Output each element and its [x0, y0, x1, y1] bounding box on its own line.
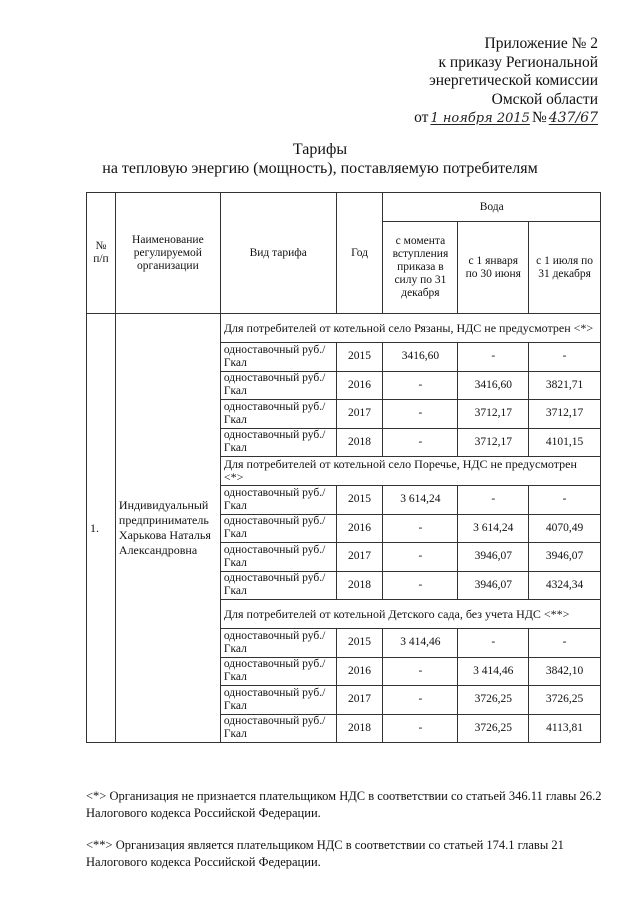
col-header-org: Наименование регулируемой организации: [115, 193, 220, 314]
period-3-value: 3821,71: [529, 371, 601, 400]
title-line-2: на тепловую энергию (мощность), поставляемую потребителям: [102, 160, 538, 177]
period-3-value: -: [529, 486, 601, 515]
period-3-value: 3946,07: [529, 543, 601, 572]
period-3-value: 4113,81: [529, 714, 601, 743]
tariff-type-cell: одноставочный руб./Гкал: [220, 657, 336, 686]
handwritten-date: 1 ноября 2015: [430, 111, 530, 126]
period-1-value: -: [383, 686, 458, 715]
tariff-type-cell: одноставочный руб./Гкал: [220, 371, 336, 400]
period-2-value: 3946,07: [458, 543, 529, 572]
tariff-type-cell: одноставочный руб./Гкал: [220, 629, 336, 658]
year-cell: 2017: [336, 400, 383, 429]
period-2-value: 3712,17: [458, 400, 529, 429]
period-2-value: 3 614,24: [458, 514, 529, 543]
consumer-group-title: Для потребителей от котельной село Поречье, НДС не предусмотрен <*>: [220, 457, 600, 486]
period-1-value: -: [383, 657, 458, 686]
consumer-group-row: [87, 314, 601, 343]
period-2-value: 3946,07: [458, 571, 529, 600]
period-3-value: 3726,25: [529, 686, 601, 715]
tariff-type-cell: одноставочный руб./Гкал: [220, 686, 336, 715]
tariff-type-cell: одноставочный руб./Гкал: [220, 343, 336, 372]
commission-name: энергетической комиссии: [429, 72, 598, 89]
tariff-type-cell: одноставочный руб./Гкал: [220, 486, 336, 515]
period-3-value: 3842,10: [529, 657, 601, 686]
period-3-value: 4324,34: [529, 571, 601, 600]
period-1-value: -: [383, 400, 458, 429]
consumer-group-title: Для потребителей от котельной село Рязаны, НДС не предусмотрен <*>: [220, 314, 600, 343]
tariff-type-cell: одноставочный руб./Гкал: [220, 714, 336, 743]
region-name: Омской области: [491, 90, 598, 108]
tariff-type-cell: одноставочный руб./Гкал: [220, 400, 336, 429]
period-1-value: 3416,60: [383, 343, 458, 372]
header-row-1: [87, 193, 601, 222]
title-line-1: Тарифы: [292, 141, 348, 158]
col-header-num: № п/п: [87, 193, 116, 314]
col-header-period-3: с 1 июля по 31 декабря: [529, 222, 601, 314]
order-reference: к приказу Региональной: [438, 53, 598, 71]
document-title: [0, 140, 640, 178]
footnote-vat-payer: <**> Организация является плательщиком НДС в соответствии со статьей 174.1 главы 21 Налогового кодекса Российской Федерации.: [86, 838, 564, 869]
col-header-type: Вид тарифа: [220, 193, 336, 314]
organization-name: Индивидуальный предприниматель Харькова Наталья Александровна: [115, 314, 220, 743]
col-header-period-2: с 1 января по 30 июня: [458, 222, 529, 314]
period-1-value: -: [383, 514, 458, 543]
period-2-value: 3416,60: [458, 371, 529, 400]
period-2-value: 3726,25: [458, 714, 529, 743]
year-cell: 2018: [336, 428, 383, 457]
tariff-table: [86, 192, 601, 743]
year-cell: 2017: [336, 543, 383, 572]
period-2-value: 3726,25: [458, 686, 529, 715]
appendix-header: [414, 35, 598, 129]
period-2-value: 3 414,46: [458, 657, 529, 686]
period-1-value: -: [383, 543, 458, 572]
row-number: 1.: [87, 314, 116, 743]
period-1-value: -: [383, 571, 458, 600]
period-2-value: -: [458, 629, 529, 658]
period-1-value: -: [383, 714, 458, 743]
period-3-value: -: [529, 343, 601, 372]
col-header-year: Год: [336, 193, 383, 314]
year-cell: 2016: [336, 371, 383, 400]
period-1-value: 3 414,46: [383, 629, 458, 658]
appendix-label: Приложение № 2: [484, 35, 598, 52]
year-cell: 2016: [336, 657, 383, 686]
period-2-value: -: [458, 343, 529, 372]
year-cell: 2018: [336, 714, 383, 743]
period-1-value: -: [383, 428, 458, 457]
year-cell: 2017: [336, 686, 383, 715]
col-header-water: Вода: [383, 193, 601, 222]
tariff-type-cell: одноставочный руб./Гкал: [220, 428, 336, 457]
period-3-value: 4070,49: [529, 514, 601, 543]
year-cell: 2015: [336, 486, 383, 515]
year-cell: 2015: [336, 629, 383, 658]
order-date-line: [414, 109, 598, 129]
year-cell: 2016: [336, 514, 383, 543]
tariff-type-cell: одноставочный руб./Гкал: [220, 543, 336, 572]
period-2-value: -: [458, 486, 529, 515]
period-3-value: 3712,17: [529, 400, 601, 429]
period-1-value: 3 614,24: [383, 486, 458, 515]
footnotes: [86, 788, 606, 886]
handwritten-order-number: 437/67: [548, 110, 598, 126]
year-cell: 2018: [336, 571, 383, 600]
tariff-type-cell: одноставочный руб./Гкал: [220, 514, 336, 543]
period-1-value: -: [383, 371, 458, 400]
col-header-period-1: с момента вступления приказа в силу по 31 декабря: [383, 222, 458, 314]
period-3-value: -: [529, 629, 601, 658]
date-prefix: от: [414, 109, 429, 126]
period-2-value: 3712,17: [458, 428, 529, 457]
number-prefix: №: [531, 109, 547, 126]
footnote-vat-not-payer: <*> Организация не признается плательщиком НДС в соответствии со статьей 346.11 главы 26.2 Налогового кодекса Российской Федерации.: [86, 789, 602, 820]
year-cell: 2015: [336, 343, 383, 372]
consumer-group-title: Для потребителей от котельной Детского сада, без учета НДС <**>: [220, 600, 600, 629]
period-3-value: 4101,15: [529, 428, 601, 457]
tariff-type-cell: одноставочный руб./Гкал: [220, 571, 336, 600]
